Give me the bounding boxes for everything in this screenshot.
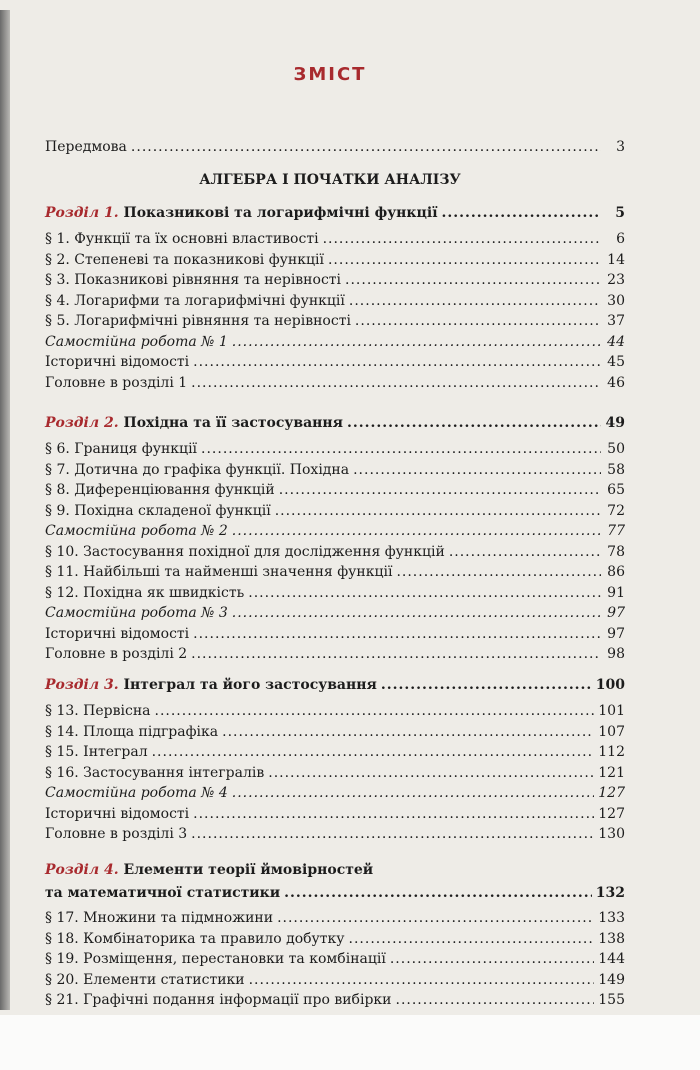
- dot-leader: [275, 502, 601, 520]
- toc-entry[interactable]: [45, 541, 625, 561]
- chapter-heading: [45, 676, 377, 694]
- dot-leader: [277, 909, 594, 927]
- entry-label: Історичні відомості: [45, 625, 190, 642]
- entry-label: Передмова: [45, 139, 127, 155]
- toc-entry[interactable]: [45, 823, 625, 843]
- entry-page: 107: [598, 723, 625, 740]
- entry-page: 144: [598, 951, 625, 967]
- dot-leader: [222, 723, 594, 741]
- entry-label: Самостійна робота № 1: [45, 333, 228, 350]
- entry-label: § 7. Дотична до графіка функції. Похідна: [45, 461, 350, 478]
- entry-label: § 6. Границя функції: [45, 441, 198, 457]
- entry-label: Головне в розділі 2: [45, 646, 188, 662]
- entry-page: 30: [607, 292, 625, 309]
- entry-page: 97: [607, 605, 625, 621]
- entry-page: 98: [607, 646, 625, 662]
- dot-leader: [191, 374, 601, 392]
- toc-entry[interactable]: [45, 582, 625, 602]
- entry-page: 50: [607, 441, 625, 457]
- entry-page: 37: [607, 313, 625, 329]
- dot-leader: [249, 971, 595, 989]
- toc-entry[interactable]: [45, 803, 625, 823]
- page-bottom-margin: [0, 1015, 700, 1070]
- entry-page: 46: [607, 374, 625, 391]
- entry-label: § 20. Елементи статистики: [45, 971, 245, 988]
- entry-page: 65: [607, 482, 625, 498]
- entry-page: 91: [607, 584, 625, 601]
- toc-entry[interactable]: [45, 290, 625, 310]
- entry-label: § 16. Застосування інтегралів: [45, 764, 265, 781]
- dot-leader: [191, 645, 601, 663]
- entry-page: 72: [607, 502, 625, 519]
- toc-entry[interactable]: [45, 969, 625, 989]
- entry-page: 77: [607, 523, 625, 539]
- toc-chapter-3[interactable]: [45, 674, 625, 694]
- dot-leader: [232, 522, 601, 540]
- toc-entry[interactable]: [45, 438, 625, 458]
- entry-label: § 13. Первісна: [45, 703, 151, 719]
- entry-label: Головне в розділі 1: [45, 374, 188, 391]
- entry-page: 127: [598, 785, 625, 801]
- toc-chapter-4[interactable]: [45, 882, 625, 902]
- entry-page: 44: [607, 333, 625, 350]
- entry-page: 100: [595, 677, 625, 693]
- entry-page: 130: [598, 826, 625, 842]
- entry-label: § 17. Множини та підмножини: [45, 910, 274, 926]
- dot-leader: [349, 930, 595, 948]
- toc-entry[interactable]: [45, 602, 625, 622]
- entry-label: § 10. Застосування похідної для дослідження функцій: [45, 543, 445, 560]
- entry-page: 3: [616, 139, 625, 155]
- entry-page: 112: [598, 744, 625, 760]
- toc-entry[interactable]: [45, 500, 625, 520]
- dot-leader: [381, 676, 592, 694]
- chapter-prefix: Розділ 1.: [45, 205, 119, 221]
- toc-entry[interactable]: [45, 721, 625, 741]
- entry-page: 133: [598, 910, 625, 926]
- entry-page: 121: [598, 764, 625, 781]
- toc-entry[interactable]: [45, 643, 625, 663]
- entry-label: Самостійна робота № 4: [45, 785, 228, 801]
- dot-leader: [232, 333, 601, 351]
- entry-label: § 19. Розміщення, перестановки та комбінації: [45, 951, 386, 967]
- toc-entry[interactable]: [45, 782, 625, 802]
- entry-label: § 18. Комбінаторика та правило добутку: [45, 930, 345, 947]
- dot-leader: [193, 625, 601, 643]
- toc-entry[interactable]: [45, 310, 625, 330]
- dot-leader: [201, 440, 601, 458]
- toc-entry[interactable]: [45, 459, 625, 479]
- entry-label: § 14. Площа підграфіка: [45, 723, 219, 740]
- toc-entry-preface[interactable]: [45, 136, 625, 156]
- dot-leader: [442, 204, 601, 222]
- dot-leader: [193, 805, 594, 823]
- entry-label: § 4. Логарифми та логарифмічні функції: [45, 292, 345, 309]
- entry-page: 5: [615, 205, 625, 221]
- entry-label: Історичні відомості: [45, 354, 190, 370]
- entry-label: Головне в розділі 3: [45, 826, 188, 842]
- page-spine-shadow: [0, 10, 10, 1010]
- entry-label: Історичні відомості: [45, 805, 190, 822]
- dot-leader: [279, 481, 601, 499]
- entry-page: 149: [598, 971, 625, 988]
- toc-entry[interactable]: [45, 928, 625, 948]
- dot-leader: [353, 461, 601, 479]
- chapter-prefix: Розділ 3.: [45, 677, 119, 693]
- toc-chapter-2[interactable]: [45, 412, 625, 432]
- toc-entry[interactable]: [45, 351, 625, 371]
- toc-entry[interactable]: [45, 269, 625, 289]
- entry-label: § 3. Показникові рівняння та нерівності: [45, 272, 342, 288]
- chapter-heading: [45, 204, 438, 222]
- chapter-title: Похідна та її застосування: [123, 415, 344, 431]
- dot-leader: [268, 764, 594, 782]
- toc-entry[interactable]: [45, 700, 625, 720]
- entry-label: Самостійна робота № 2: [45, 523, 228, 539]
- chapter-title-line2: та математичної статистики: [45, 885, 281, 901]
- entry-page: 97: [607, 625, 625, 642]
- dot-leader: [152, 743, 595, 761]
- toc-entry[interactable]: [45, 907, 625, 927]
- toc-title: ЗМІСТ: [293, 64, 367, 85]
- entry-page: 14: [607, 251, 625, 268]
- toc-entry[interactable]: [45, 561, 625, 581]
- entry-label: § 2. Степеневі та показникові функції: [45, 251, 324, 268]
- entry-page: 6: [616, 231, 625, 247]
- toc-entry[interactable]: [45, 762, 625, 782]
- chapter-title: Показникові та логарифмічні функції: [123, 205, 438, 221]
- dot-leader: [232, 604, 601, 622]
- dot-leader: [284, 884, 592, 902]
- toc-entry[interactable]: [45, 479, 625, 499]
- dot-leader: [390, 950, 594, 968]
- dot-leader: [328, 251, 601, 269]
- entry-page: 86: [607, 564, 625, 580]
- dot-leader: [323, 230, 601, 248]
- dot-leader: [355, 312, 601, 330]
- part-title: АЛГЕБРА І ПОЧАТКИ АНАЛІЗУ: [199, 172, 461, 188]
- chapter-prefix: Розділ 4.: [45, 862, 119, 878]
- chapter-title: Інтеграл та його застосування: [123, 677, 377, 693]
- chapter-heading-line1[interactable]: [45, 862, 373, 878]
- entry-label: § 21. Графічні подання інформації про вибірки: [45, 992, 392, 1008]
- entry-page: 138: [598, 930, 625, 947]
- toc-entry[interactable]: [45, 948, 625, 968]
- dot-leader: [345, 271, 601, 289]
- dot-leader: [449, 543, 601, 561]
- toc-entry[interactable]: [45, 741, 625, 761]
- toc-entry[interactable]: [45, 249, 625, 269]
- chapter-prefix: Розділ 2.: [45, 415, 119, 431]
- toc-entry[interactable]: [45, 520, 625, 540]
- entry-page: 132: [595, 885, 625, 901]
- toc-entry[interactable]: [45, 228, 625, 248]
- entry-page: 58: [607, 461, 625, 478]
- toc-entry[interactable]: [45, 623, 625, 643]
- dot-leader: [347, 414, 601, 432]
- dot-leader: [191, 825, 594, 843]
- entry-label: § 8. Диференціювання функцій: [45, 482, 275, 498]
- entry-page: 155: [598, 992, 625, 1008]
- entry-label: § 9. Похідна складеної функції: [45, 502, 271, 519]
- entry-label: § 5. Логарифмічні рівняння та нерівності: [45, 313, 351, 329]
- dot-leader: [248, 584, 601, 602]
- entry-page: 49: [605, 415, 625, 431]
- entry-page: 127: [598, 805, 625, 822]
- toc-chapter-1[interactable]: [45, 202, 625, 222]
- dot-leader: [396, 563, 601, 581]
- chapter-heading: [45, 414, 343, 432]
- dot-leader: [131, 138, 601, 156]
- entry-label: § 15. Інтеграл: [45, 744, 148, 760]
- dot-leader: [396, 991, 595, 1009]
- entry-page: 45: [607, 354, 625, 370]
- entry-page: 78: [607, 543, 625, 560]
- dot-leader: [349, 292, 601, 310]
- entry-page: 101: [598, 703, 625, 719]
- dot-leader: [193, 353, 601, 371]
- entry-page: 23: [607, 272, 625, 288]
- entry-label: Самостійна робота № 3: [45, 605, 228, 621]
- entry-label: § 1. Функції та їх основні властивості: [45, 231, 319, 247]
- toc-entry[interactable]: [45, 989, 625, 1009]
- dot-leader: [155, 702, 595, 720]
- dot-leader: [232, 784, 595, 802]
- entry-label: § 11. Найбільші та найменші значення функції: [45, 564, 393, 580]
- toc-entry[interactable]: [45, 331, 625, 351]
- chapter-title: Елементи теорії ймовірностей: [123, 862, 374, 878]
- toc-entry[interactable]: [45, 372, 625, 392]
- entry-label: § 12. Похідна як швидкість: [45, 584, 245, 601]
